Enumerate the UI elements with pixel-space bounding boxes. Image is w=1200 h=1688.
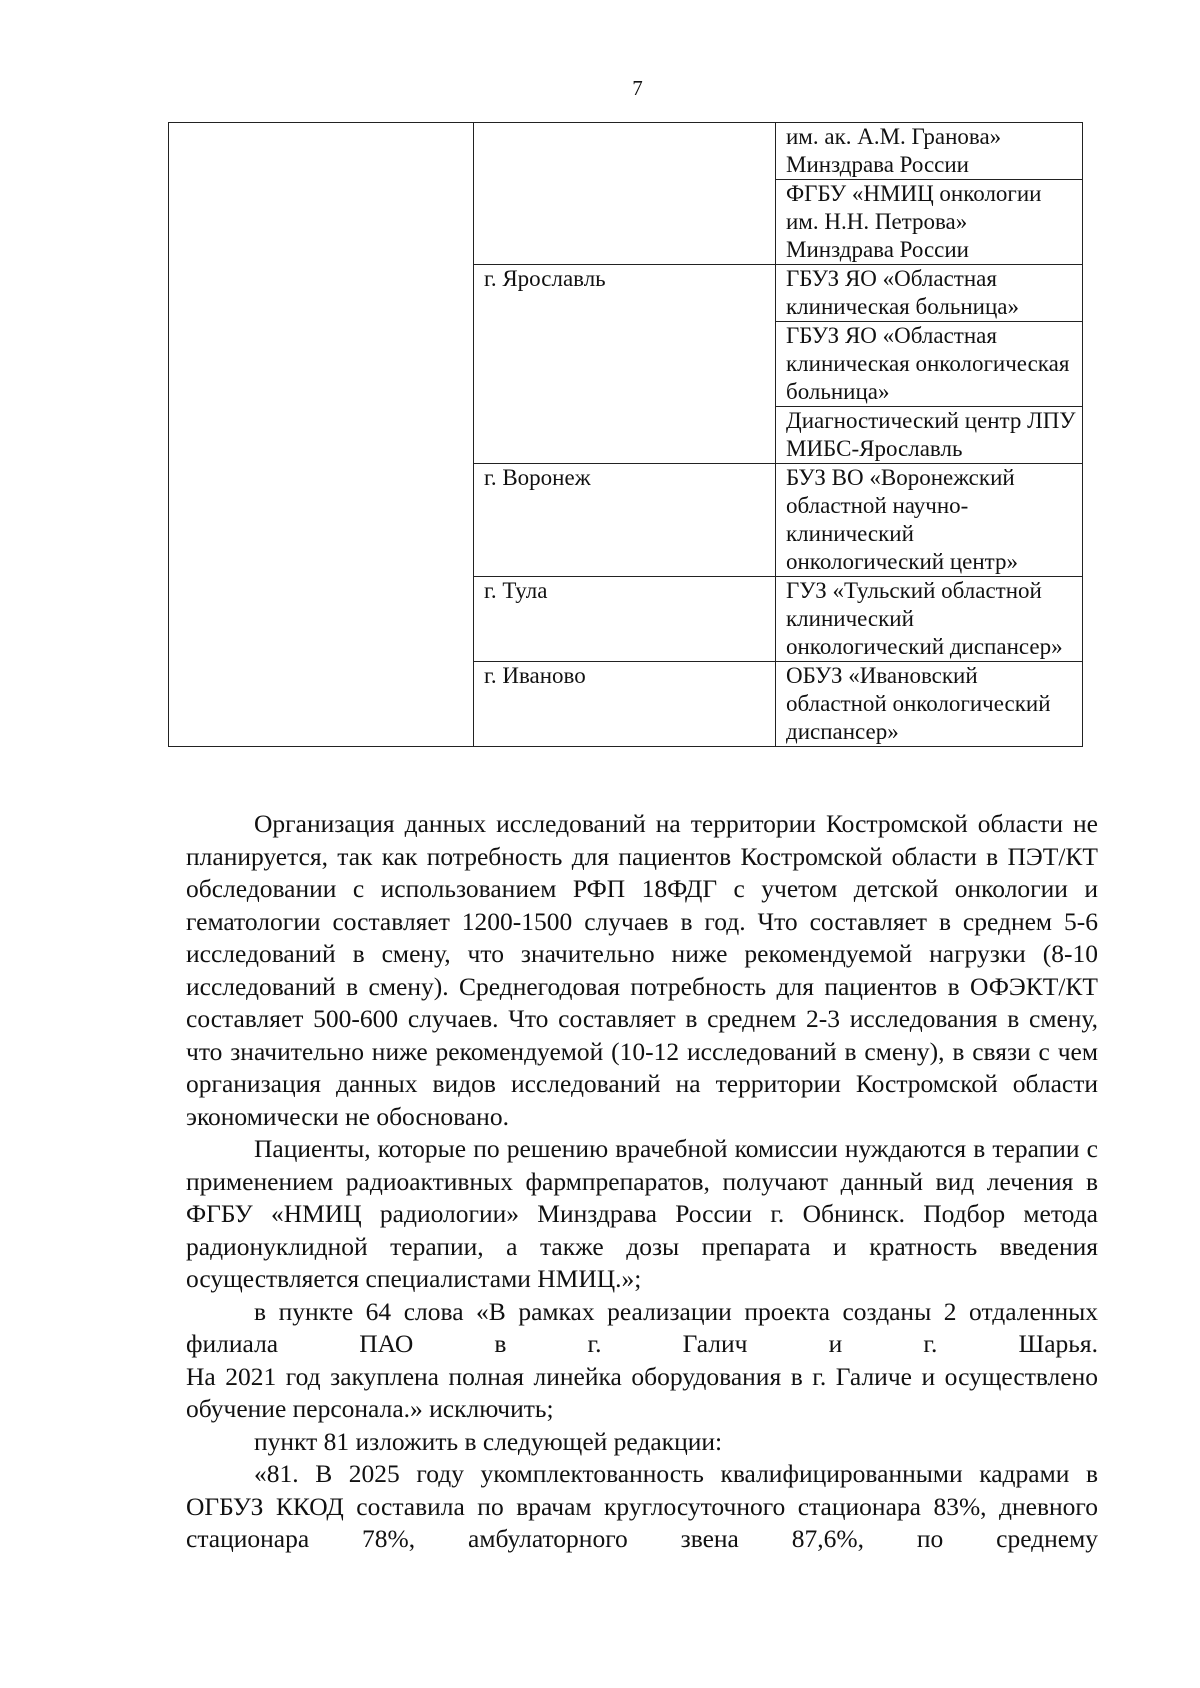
table-cell-empty xyxy=(169,123,474,747)
paragraph: «81. В 2025 году укомплектованность квалифицированными кадрами в ОГБУЗ ККОД составила по врачам круглосуточного стационара 83%, дневного стационара 78%, амбулаторного звена 87,6%, по среднему xyxy=(186,1459,1098,1553)
table-cell-city: г. Иваново xyxy=(474,662,776,747)
table-cell-city xyxy=(474,123,776,265)
table-cell-organization: им. ак. А.М. Гранова» Минздрава России xyxy=(776,123,1083,180)
table-cell-organization: ГУЗ «Тульский областной клинический онкологический диспансер» xyxy=(776,577,1083,662)
table-cell-organization: ГБУЗ ЯО «Областная клиническая больница» xyxy=(776,265,1083,322)
paragraph: в пункте 64 слова «В рамках реализации проекта созданы 2 отдаленных филиала ПАО в г. Галич и г. Шарья. xyxy=(186,1296,1098,1358)
paragraph: пункт 81 изложить в следующей редакции: xyxy=(254,1426,723,1456)
paragraph: На 2021 год закуплена полная линейка оборудования в г. Галиче и осуществлено обучение персонала.» исключить; xyxy=(186,1361,1098,1423)
table-cell-organization: БУЗ ВО «Воронежский областной научно-клинический онкологический центр» xyxy=(776,464,1083,577)
paragraph: Организация данных исследований на территории Костромской области не планируется, так как потребность для пациентов Костромской области в ПЭТ/КТ обследовании с использованием РФП 18ФДГ с учетом детской онкологии и гематологии составляет 1200-1500 случаев в год. Что составляет в среднем 5-6 исследований в смену, что значительно ниже рекомендуемой нагрузки (8-10 исследований в смену). Среднегодовая потребность для пациентов в ОФЭКТ/КТ составляет 500-600 случаев. Что составляет в среднем 2-3 исследования в смену, что значительно ниже рекомендуемой (10-12 исследований в смену), в связи с чем организация данных видов исследований на территории Костромской области экономически не обосновано. xyxy=(186,809,1098,1131)
paragraph: Пациенты, которые по решению врачебной комиссии нуждаются в терапии с применением радиоактивных фармпрепаратов, получают данный вид лечения в ФГБУ «НМИЦ радиологии» Минздрава России г. Обнинск. Подбор метода радионуклидной терапии, а также дозы препарата и кратность введения осуществляется специалистами НМИЦ.»; xyxy=(186,1134,1098,1293)
table-cell-city: г. Воронеж xyxy=(474,464,776,577)
table-row xyxy=(169,123,1083,180)
table-cell-organization: ФГБУ «НМИЦ онкологии им. Н.Н. Петрова» Минздрава России xyxy=(776,180,1083,265)
table-cell-organization: ОБУЗ «Ивановский областной онкологический диспансер» xyxy=(776,662,1083,747)
body-text xyxy=(186,808,1098,1556)
page-number: 7 xyxy=(632,76,643,100)
table-cell-city: г. Тула xyxy=(474,577,776,662)
table-cell-city: г. Ярославль xyxy=(474,265,776,464)
table-cell-organization: Диагностический центр ЛПУ МИБС-Ярославль xyxy=(776,407,1083,464)
table-cell-organization: ГБУЗ ЯО «Областная клиническая онкологическая больница» xyxy=(776,322,1083,407)
organizations-table xyxy=(168,122,1083,747)
